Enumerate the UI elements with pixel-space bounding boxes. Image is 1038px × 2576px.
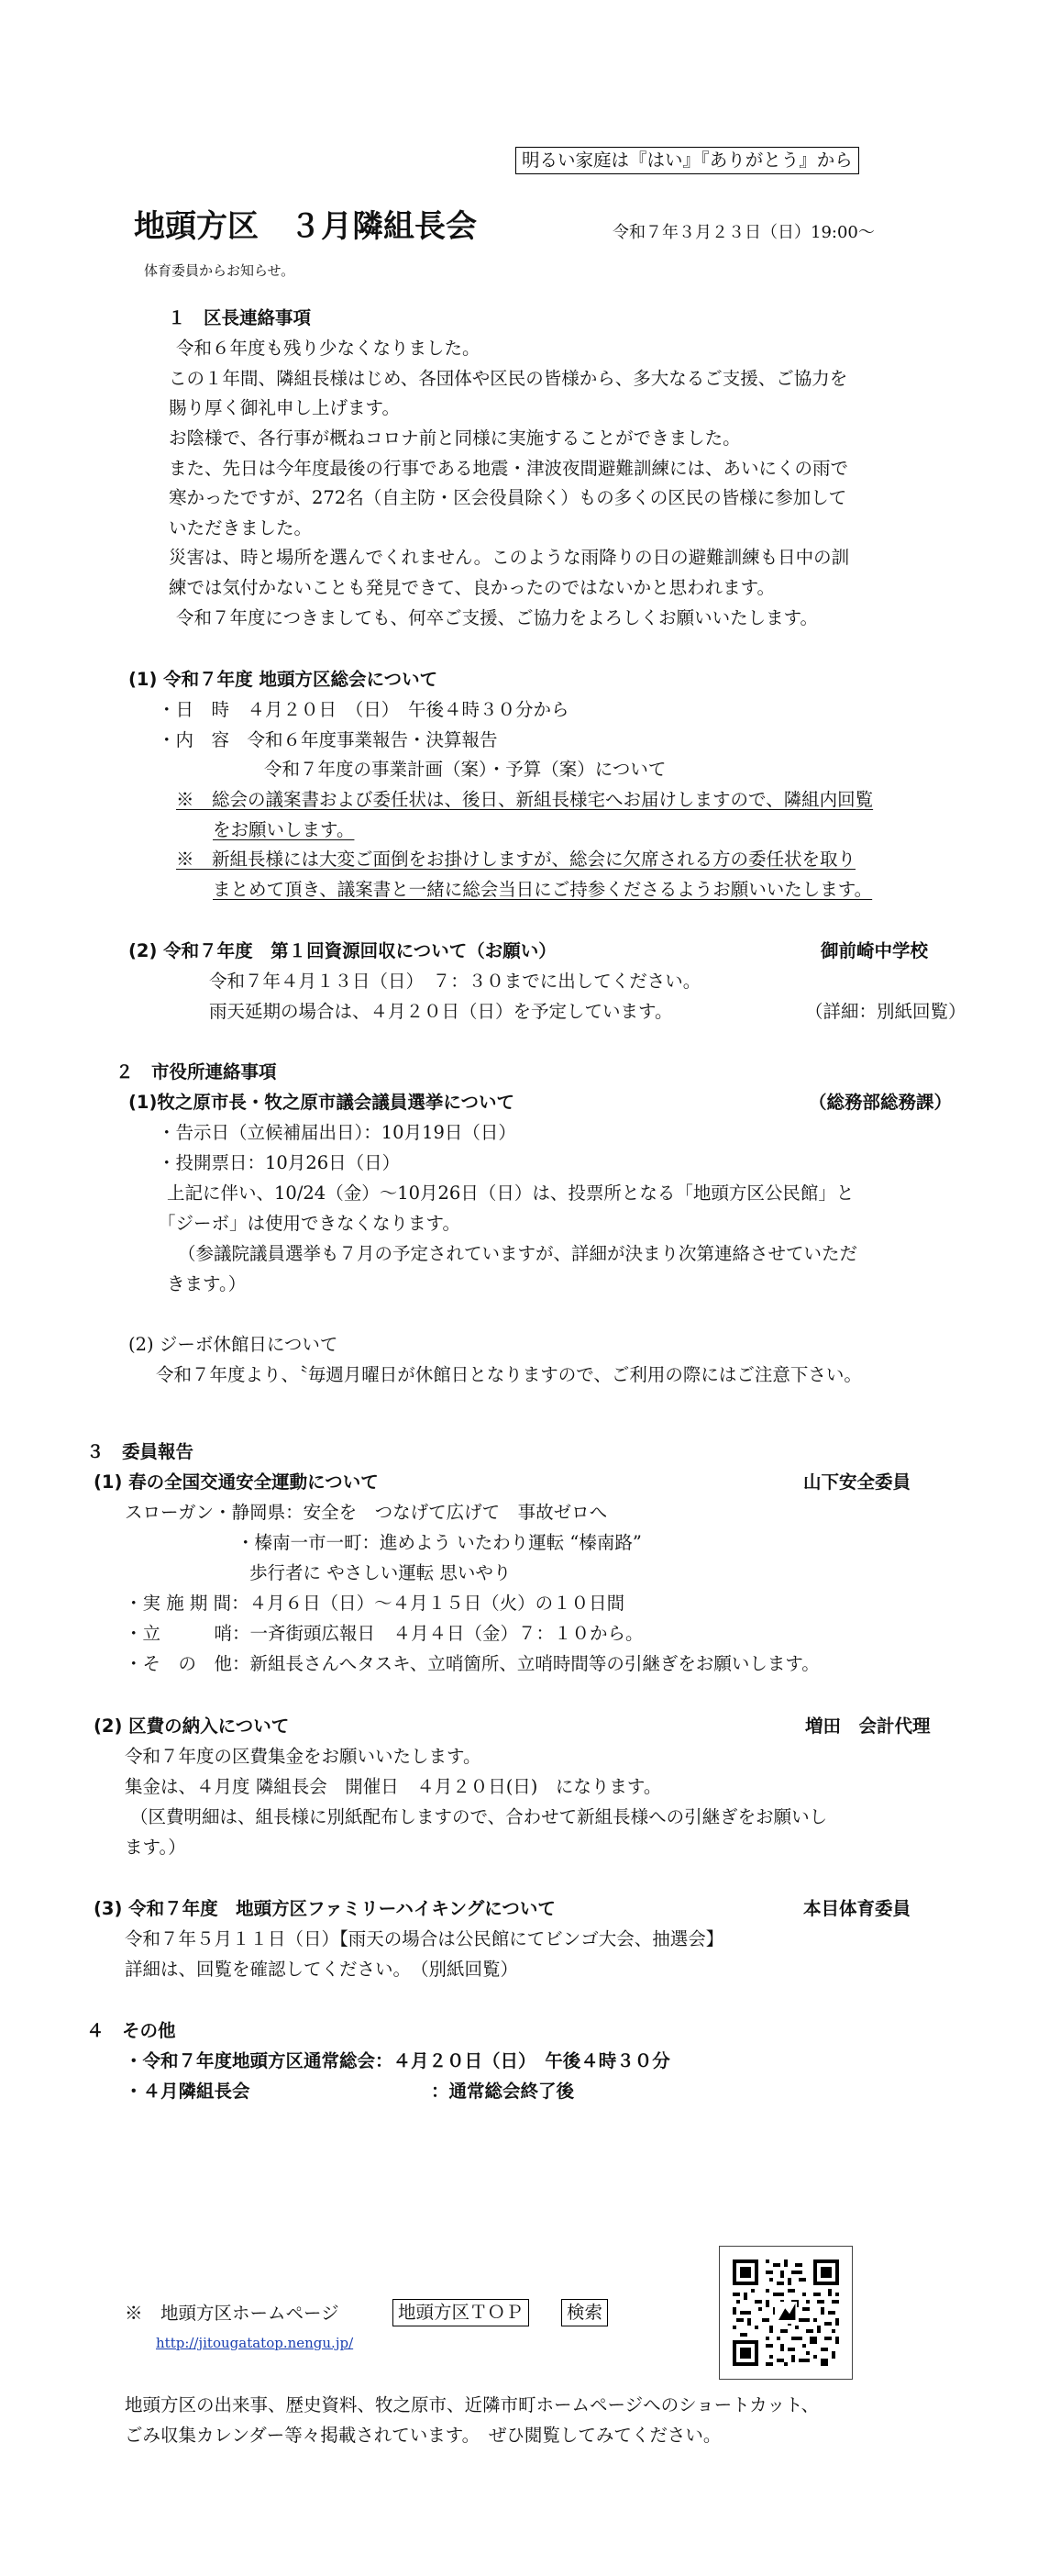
election-para: きます。） xyxy=(167,1273,247,1294)
s1-line: 令和７年度につきましても、何卒ご支援、ご協力をよろしくお願いいたします。 xyxy=(176,607,819,628)
meeting-content: ・内 容 令和６年度事業報告・決算報告 xyxy=(158,729,498,750)
s1-line: 練では気付かないことも発見できて、良かったのではないかと思われます。 xyxy=(169,577,776,598)
motto-box xyxy=(515,147,859,174)
s3-sub1-owner: 山下安全委員 xyxy=(803,1471,911,1493)
campaign-period: ・実 施 期 間：４月６日（日）～４月１５日（火）の１０日間 xyxy=(125,1593,625,1614)
s1-line: 災害は、時と場所を選んでくれません。このような雨降りの日の避難訓練も日中の訓 xyxy=(169,547,850,568)
collection-line: 雨天延期の場合は、４月２０日（日）を予定しています。 xyxy=(209,1001,673,1022)
footer-desc: ごみ収集カレンダー等々掲載されています。 ぜひ閲覧してみてください。 xyxy=(125,2425,722,2446)
s1-line: この１年間、隣組長様はじめ、各団体や区民の皆様から、多大なるご支援、ご協力を xyxy=(169,368,848,389)
notice-note: をお願いします。 xyxy=(213,819,355,840)
motto-text: 明るい家庭は『はい』『ありがとう』から xyxy=(522,150,853,171)
section2-heading: ２ 市役所連絡事項 xyxy=(116,1061,277,1083)
hiking-line: 令和７年５月１１日（日）【雨天の場合は公民館にてビンゴ大会、抽選会】 xyxy=(125,1928,724,1949)
s1-sub2-heading: (2) 令和７年度 第１回資源回収について（お願い） xyxy=(128,940,557,961)
notice-note: ※ 総会の議案書および委任状は、後日、新組長様宅へお届けしますので、隣組内回覧 xyxy=(176,789,874,810)
slogan-line: 歩行者に やさしい運転 思いやり xyxy=(249,1562,512,1583)
meeting-time: ・日 時 ４月２０日 （日） 午後４時３０分から xyxy=(158,699,569,720)
meeting-date: 令和７年３月２３日（日）19:00～ xyxy=(613,223,875,242)
fee-line: ます。） xyxy=(125,1837,186,1858)
s2-sub1-owner: （総務部総務課） xyxy=(809,1092,953,1113)
s1-sub1-heading: (1) 令和７年度 地頭方区総会について xyxy=(128,669,438,690)
s3-sub2-heading: (2) 区費の納入について xyxy=(94,1715,290,1737)
election-para: 「ジーボ」は使用できなくなります。 xyxy=(158,1213,460,1234)
campaign-stand: ・立 哨：一斉街頭広報日 ４月４日（金）７：１０から。 xyxy=(125,1623,644,1644)
slogan-line: ・榛南一市一町：進めよう いたわり運転 “榛南路” xyxy=(237,1532,642,1553)
s1-line: お陰様で、各行事が概ねコロナ前と同様に実施することができました。 xyxy=(169,427,741,449)
homepage-top-label: 地頭方区ＴＯＰ xyxy=(398,2302,524,2323)
s3-sub3-owner: 本目体育委員 xyxy=(803,1898,911,1919)
election-para: 上記に伴い、10/24（金）～10月26日（日）は、投票所となる「地頭方区公民館」と xyxy=(167,1183,855,1204)
campaign-other: ・そ の 他：新組長さんへタスキ、立哨箇所、立哨時間等の引継ぎをお願いします。 xyxy=(125,1653,820,1674)
slogan-line: スローガン・静岡県：安全を つなげて広げて 事故ゼロへ xyxy=(125,1502,608,1523)
s1-line: また、先日は今年度最後の行事である地震・津波夜間避難訓練には、あいにくの雨で xyxy=(169,458,849,479)
section3-heading: ３ 委員報告 xyxy=(86,1441,194,1462)
page-subtitle: 体育委員からお知らせ。 xyxy=(144,262,295,279)
homepage-label: ※ 地頭方区ホームページ xyxy=(125,2303,339,2324)
s3-sub1-heading: (1) 春の全国交通安全運動について xyxy=(94,1471,379,1493)
s3-sub3-heading: (3) 令和７年度 地頭方区ファミリーハイキングについて xyxy=(94,1898,556,1919)
qr-code-icon xyxy=(733,2260,839,2366)
s1-line: 賜り厚く御礼申し上げます。 xyxy=(169,397,400,418)
s1-line: 令和６年度も残り少なくなりました。 xyxy=(176,338,480,359)
search-label: 検索 xyxy=(567,2302,603,2323)
notice-note: まとめて頂き、議案書と一緒に総会当日にご持参くださるようお願いいたします。 xyxy=(213,879,873,900)
meeting-content: 令和７年度の事業計画（案）・予算（案）について xyxy=(264,759,667,780)
closed-day-line: 令和７年度より、〝毎週月曜日が休館日となりますので、ご利用の際にはご注意下さい。 xyxy=(156,1364,862,1385)
collection-line: 令和７年４月１３日（日） ７：３０までに出してください。 xyxy=(209,971,701,992)
s2-sub1-heading: (1)牧之原市長・牧之原市議会議員選挙について xyxy=(128,1092,515,1113)
other-item-value: ：通常総会終了後 xyxy=(431,2081,575,2102)
search-button[interactable] xyxy=(561,2299,608,2326)
qr-code-frame xyxy=(719,2246,853,2380)
page-title: 地頭方区 ３月隣組長会 xyxy=(134,208,477,245)
fee-line: （区費明細は、組長様に別紙配布しますので、合わせて新組長様への引継ぎをお願いし xyxy=(130,1806,828,1827)
election-line: ・投開票日：10月26日（日） xyxy=(158,1152,401,1173)
other-item: ・４月隣組長会 xyxy=(125,2081,250,2102)
footer-desc: 地頭方区の出来事、歴史資料、牧之原市、近隣市町ホームページへのショートカット、 xyxy=(125,2394,820,2415)
s1-line: 寒かったですが、272名（自主防・区会役員除く）もの多くの区民の皆様に参加して xyxy=(169,487,847,508)
hiking-line: 詳細は、回覧を確認してください。 （別紙回覧） xyxy=(125,1959,519,1980)
fee-line: 集金は、４月度 隣組長会 開催日 ４月２０日(日) になります。 xyxy=(125,1776,662,1797)
section4-heading: ４ その他 xyxy=(86,2020,176,2041)
election-line: ・告示日（立候補届出日）：10月19日（日） xyxy=(158,1122,516,1143)
other-item: ・令和７年度地頭方区通常総会：４月２０日（日） 午後４時３０分 xyxy=(125,2050,670,2071)
section1-heading: １ 区長連絡事項 xyxy=(168,307,312,328)
homepage-top-button[interactable] xyxy=(392,2299,529,2326)
homepage-url-link[interactable]: http://jitougatatop.nengu.jp/ xyxy=(156,2335,354,2351)
s1-sub2-owner: 御前崎中学校 xyxy=(821,940,929,961)
s3-sub2-owner: 増田 会計代理 xyxy=(805,1715,931,1737)
collection-detail: （詳細：別紙回覧） xyxy=(805,1001,966,1022)
election-para: （参議院議員選挙も７月の予定されていますが、詳細が決まり次第連絡させていただ xyxy=(178,1243,858,1264)
notice-note: ※ 新組長様には大変ご面倒をお掛けしますが、総会に欠席される方の委任状を取り xyxy=(176,849,856,870)
fee-line: 令和７年度の区費集金をお願いいたします。 xyxy=(125,1746,481,1767)
s2-sub2-heading: (2) ジーボ休館日について xyxy=(128,1334,338,1355)
s1-line: いただきました。 xyxy=(169,517,313,539)
